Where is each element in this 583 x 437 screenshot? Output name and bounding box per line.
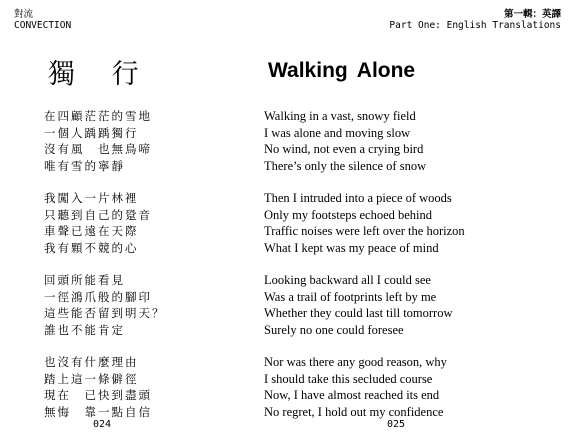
verse-line-zh: 我有顆不競的心 [44, 240, 139, 255]
running-header-left [14, 9, 71, 31]
verse-line-zh: 只聽到自己的跫音 [44, 207, 152, 222]
verse-line-en: Walking in a vast, snowy field [264, 109, 416, 123]
verse-line-en: I should take this secluded course [264, 371, 433, 386]
stanza-zh-1 [44, 108, 166, 174]
verse-line-zh: 也沒有什麼理由 [44, 355, 139, 369]
poem-title-zh: 獨 行 [48, 59, 153, 90]
verse-line-zh: 沒有風 也無鳥啼 [44, 142, 152, 156]
verse-line-zh: 車聲已遠在天際 [44, 224, 139, 238]
verse-line-zh: 無悔 靠一點自信 [44, 404, 152, 419]
verse-line-en: No wind, not even a crying bird [264, 142, 424, 156]
poem-text-zh [44, 108, 166, 436]
verse-line-en: Surely no one could foresee [264, 322, 404, 337]
stanza-en-4 [264, 354, 465, 420]
verse-line-zh: 一個人踽踽獨行 [44, 125, 139, 140]
verse-line-zh: 我闖入一片林裡 [44, 191, 139, 205]
stanza-en-3 [264, 272, 465, 338]
stanza-zh-2 [44, 190, 166, 256]
stanza-en-1 [264, 108, 465, 174]
verse-line-en: There’s only the silence of snow [264, 158, 427, 173]
header-section-en: Part One: English Translations [389, 20, 561, 31]
page-number-left: 024 [93, 419, 112, 430]
verse-line-zh: 這些能否留到明天？ [44, 306, 166, 320]
verse-line-en: Traffic noises were left over the horizon [264, 224, 465, 238]
verse-line-en: Now, I have almost reached its end [264, 388, 440, 402]
verse-line-en: Looking backward all I could see [264, 273, 431, 287]
verse-line-en: What I kept was my peace of mind [264, 240, 439, 255]
poem-title-en: Walking Alone [268, 59, 416, 82]
verse-line-en: No regret, I hold out my confidence [264, 404, 444, 419]
verse-line-zh: 在四顧茫茫的雪地 [44, 109, 152, 123]
page-number-right: 025 [387, 419, 406, 430]
verse-line-en: Only my footsteps echoed behind [264, 207, 433, 222]
verse-line-zh: 誰也不能肯定 [44, 322, 125, 337]
verse-line-zh: 現在 已快到盡頭 [44, 388, 152, 402]
stanza-zh-3 [44, 272, 166, 338]
verse-line-zh: 踏上這一條僻徑 [44, 371, 139, 386]
header-book-title-zh: 對流 [14, 9, 34, 20]
stanza-zh-4 [44, 354, 166, 420]
header-section-zh: 第一輯：英譯 [503, 9, 561, 20]
verse-line-en: Whether they could last till tomorrow [264, 306, 453, 320]
verse-line-en: Nor was there any good reason, why [264, 355, 447, 369]
verse-line-zh: 一徑鴻爪般的腳印 [44, 289, 152, 304]
running-header-right [389, 9, 561, 31]
verse-line-zh: 唯有雪的寧靜 [44, 158, 125, 173]
verse-line-en: Then I intruded into a piece of woods [264, 191, 452, 205]
verse-line-en: Was a trail of footprints left by me [264, 289, 437, 304]
header-book-title-en: CONVECTION [14, 20, 72, 31]
poem-text-en [264, 108, 465, 436]
stanza-en-2 [264, 190, 465, 256]
verse-line-en: I was alone and moving slow [264, 125, 411, 140]
verse-line-zh: 回頭所能看見 [44, 273, 125, 287]
